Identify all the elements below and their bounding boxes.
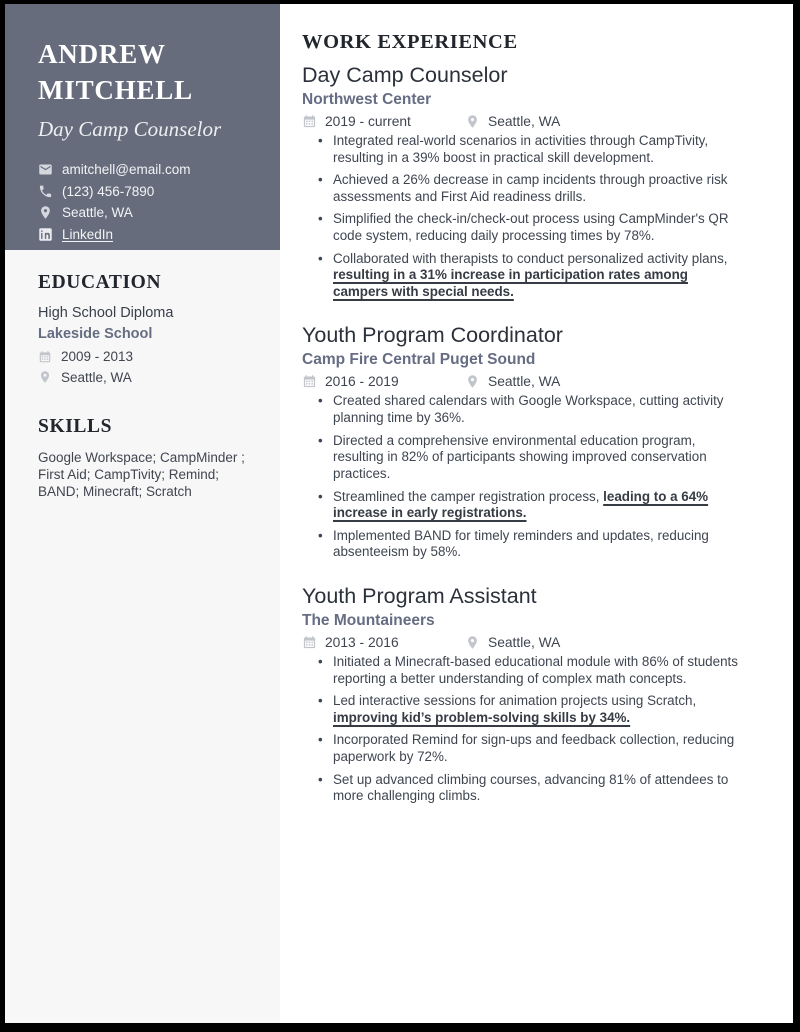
phone-icon <box>38 184 53 199</box>
job-dates-group <box>302 374 465 389</box>
job-meta-row <box>302 114 759 129</box>
location-icon <box>38 205 53 220</box>
education-section <box>38 272 258 385</box>
company-name: The Mountaineers <box>302 611 435 629</box>
contact-email-row <box>38 162 256 177</box>
person-name <box>38 37 256 108</box>
bullet-item: • Collaborated with therapists to conduct personalized activity plans, resulting in a 31% increase in participation rates among campers with special needs. <box>318 251 746 301</box>
company-name: Northwest Center <box>302 91 432 108</box>
bullet-item: • Directed a comprehensive environmental education program, resulting in 82% of participants showing improved conservation practices. <box>318 433 746 483</box>
job-meta-row <box>302 635 759 650</box>
skills-heading: SKILLS <box>38 415 113 437</box>
calendar-icon <box>302 114 317 129</box>
education-dates-row <box>38 349 258 364</box>
job-dates: 2016 - 2019 <box>325 374 399 390</box>
job-location-group <box>465 114 560 129</box>
job-title: Youth Program Coordinator <box>302 323 563 348</box>
work-experience-column <box>280 4 793 1023</box>
education-location: Seattle, WA <box>61 369 132 385</box>
job-dates: 2013 - 2016 <box>325 634 399 650</box>
contact-email: amitchell@email.com <box>62 162 191 178</box>
location-icon <box>38 370 52 384</box>
job-bullets <box>318 133 759 300</box>
sidebar <box>5 4 280 1023</box>
name-line-1: ANDREW <box>38 39 166 69</box>
sidebar-header <box>5 4 280 250</box>
contact-phone-row <box>38 184 256 199</box>
job-location: Seattle, WA <box>488 634 561 650</box>
bullet-item: • Initiated a Minecraft-based educational module with 86% of students reporting a better understanding of complex math concepts. <box>318 654 746 687</box>
calendar-icon <box>38 350 52 364</box>
skills-text: Google Workspace; CampMinder ; First Aid; CampTivity; Remind; BAND; Minecraft; Scratch <box>38 449 245 499</box>
location-icon <box>465 374 480 389</box>
bullet-item: • Incorporated Remind for sign-ups and feedback collection, reducing paperwork by 72%. <box>318 732 746 765</box>
calendar-icon <box>302 635 317 650</box>
job-title: Youth Program Assistant <box>302 583 537 608</box>
sidebar-body <box>5 250 280 500</box>
bullet-item: • Streamlined the camper registration process, leading to a 64% increase in early registrations. <box>318 489 746 522</box>
bullet-item: • Led interactive sessions for animation projects using Scratch, improving kid’s problem-solving skills by 34%. <box>318 693 746 726</box>
name-line-2: MITCHELL <box>38 74 193 105</box>
contact-list <box>38 162 256 242</box>
bullet-item: • Created shared calendars with Google Workspace, cutting activity planning time by 36%. <box>318 393 746 426</box>
linkedin-icon <box>38 227 53 242</box>
work-experience-heading: WORK EXPERIENCE <box>302 31 518 53</box>
person-title: Day Camp Counselor <box>38 117 222 142</box>
job-section <box>302 323 759 560</box>
job-location: Seattle, WA <box>488 374 561 390</box>
location-icon <box>465 635 480 650</box>
calendar-icon <box>302 374 317 389</box>
bullet-item: • Set up advanced climbing courses, advancing 81% of attendees to more challenging climbs. <box>318 772 746 805</box>
bullet-item: • Implemented BAND for timely reminders and updates, reducing absenteeism by 58%. <box>318 528 746 561</box>
contact-phone: (123) 456-7890 <box>62 183 155 199</box>
location-icon <box>465 114 480 129</box>
contact-location: Seattle, WA <box>62 205 133 221</box>
bullet-item: • Integrated real-world scenarios in activities through CampTivity, resulting in a 39% boost in practical skill development. <box>318 133 746 166</box>
job-title: Day Camp Counselor <box>302 63 508 87</box>
contact-location-row <box>38 205 256 220</box>
skills-section <box>38 416 258 500</box>
education-heading: EDUCATION <box>38 272 162 293</box>
job-dates-group <box>302 114 465 129</box>
email-icon <box>38 162 53 177</box>
job-location-group <box>465 374 560 389</box>
job-section <box>302 584 759 805</box>
linkedin-link[interactable]: LinkedIn <box>62 226 114 242</box>
bullet-item: • Simplified the check-in/check-out process using CampMinder's QR code system, reducing daily processing times by 78%. <box>318 211 746 244</box>
bullet-item: • Achieved a 26% decrease in camp incidents through proactive risk assessments and First Aid readiness drills. <box>318 172 746 205</box>
education-location-row <box>38 370 258 385</box>
job-bullets <box>318 654 759 805</box>
education-school: Lakeside School <box>38 326 153 342</box>
job-bullets <box>318 393 759 560</box>
job-location: Seattle, WA <box>488 114 561 129</box>
job-location-group <box>465 635 560 650</box>
education-dates: 2009 - 2013 <box>61 349 134 364</box>
job-section <box>302 63 759 300</box>
job-dates-group <box>302 635 465 650</box>
job-meta-row <box>302 374 759 389</box>
company-name: Camp Fire Central Puget Sound <box>302 351 536 369</box>
job-dates: 2019 - current <box>325 114 411 129</box>
contact-linkedin-row <box>38 227 256 242</box>
education-degree: High School Diploma <box>38 305 174 321</box>
